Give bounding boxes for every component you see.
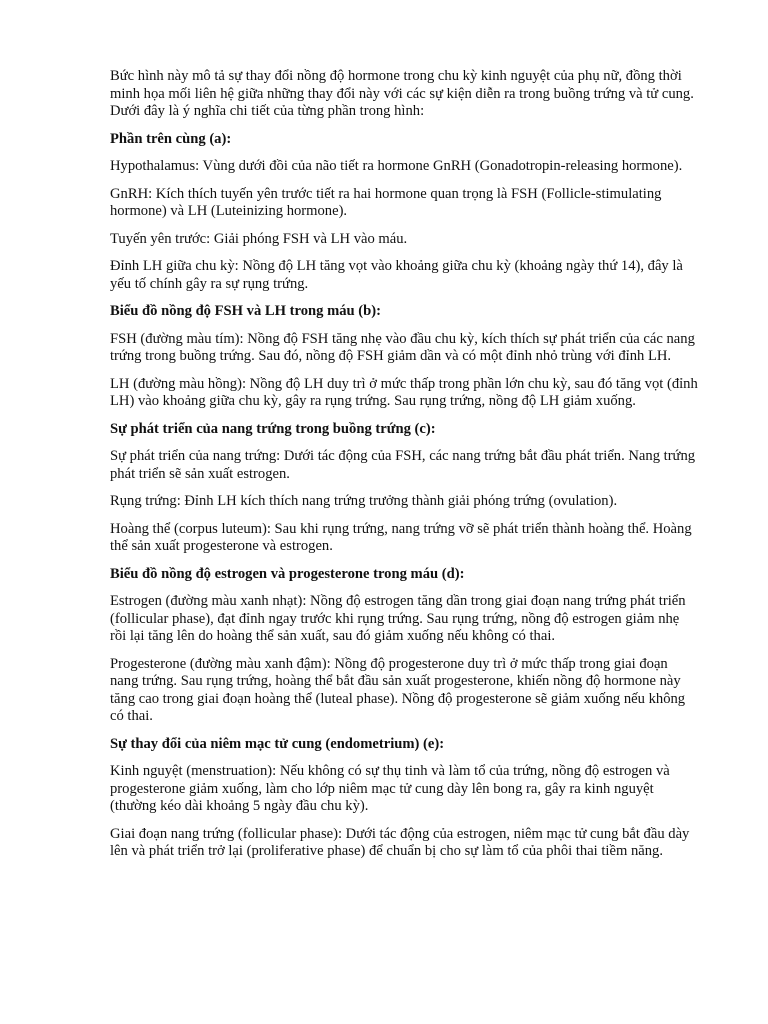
paragraph-corpus-luteum: Hoàng thể (corpus luteum): Sau khi rụng trứng, nang trứng vỡ sẽ phát triển thành hoàng thể. Hoàng thể sản xuất progesterone và estrogen. <box>110 520 692 554</box>
paragraph-follicle-development: Sự phát triển của nang trứng: Dưới tác động của FSH, các nang trứng bắt đầu phát triển. Nang trứng phát triển sẽ sản xuất estrogen. <box>110 448 696 482</box>
paragraph-anterior-pituitary: Tuyến yên trước: Giải phóng FSH và LH vào máu. <box>110 230 408 247</box>
document-page <box>110 68 698 871</box>
paragraph-ovulation: Rụng trứng: Đỉnh LH kích thích nang trứng trưởng thành giải phóng trứng (ovulation). <box>110 493 618 509</box>
section-heading-e: Sự thay đổi của niêm mạc tử cung (endometrium) (e): <box>110 735 445 752</box>
paragraph-lh-surge: Đỉnh LH giữa chu kỳ: Nồng độ LH tăng vọt vào khoảng giữa chu kỳ (khoảng ngày thứ 14), đây là yếu tố chính gây ra sự rụng trứng. <box>110 258 683 292</box>
paragraph-lh: LH (đường màu hồng): Nồng độ LH duy trì ở mức thấp trong phần lớn chu kỳ, sau đó tăng vọt (đỉnh LH) vào khoảng giữa chu kỳ, gây ra rụng trứng. Sau rụng trứng, nồng độ LH giảm xuống. <box>110 375 698 409</box>
paragraph-follicular-phase: Giai đoạn nang trứng (follicular phase): Dưới tác động của estrogen, niêm mạc tử cung bắt đầu dày lên và phát triển trở lại (proliferative phase) để chuẩn bị cho sự làm tổ của phôi thai tiềm năng. <box>110 825 690 859</box>
section-heading-d: Biểu đồ nồng độ estrogen và progesterone trong máu (d): <box>110 565 465 582</box>
paragraph-hypothalamus: Hypothalamus: Vùng dưới đồi của não tiết ra hormone GnRH (Gonadotropin-releasing hormone). <box>110 158 683 174</box>
paragraph-progesterone: Progesterone (đường màu xanh đậm): Nồng độ progesterone duy trì ở mức thấp trong giai đoạn nang trứng. Sau rụng trứng, hoàng thể bắt đầu sản xuất progesterone, khiến nồng độ hormone này tăng cao trong giai đoạn hoàng thể (luteal phase). Nồng độ progesterone sẽ giảm xuống nếu không có thai. <box>110 655 686 724</box>
section-heading-c: Sự phát triển của nang trứng trong buồng trứng (c): <box>110 420 436 437</box>
paragraph-estrogen: Estrogen (đường màu xanh nhạt): Nồng độ estrogen tăng dần trong giai đoạn nang trứng phát triển (follicular phase), đạt đỉnh ngay trước khi rụng trứng. Sau rụng trứng, nồng độ estrogen giảm nhẹ rồi lại tăng lên do hoàng thể sản xuất, sau đó giảm xuống nếu không có thai. <box>110 593 686 644</box>
paragraph-fsh: FSH (đường màu tím): Nồng độ FSH tăng nhẹ vào đầu chu kỳ, kích thích sự phát triển của các nang trứng trong buồng trứng. Sau đó, nồng độ FSH giảm dần và có một đỉnh nhỏ trùng với đỉnh LH. <box>110 330 695 364</box>
section-heading-a: Phần trên cùng (a): <box>110 130 232 147</box>
section-heading-b: Biểu đồ nồng độ FSH và LH trong máu (b): <box>110 303 381 319</box>
paragraph-menstruation: Kinh nguyệt (menstruation): Nếu không có sự thụ tinh và làm tổ của trứng, nồng độ estrogen và progesterone giảm xuống, làm cho lớp niêm mạc tử cung dày lên bong ra, gây ra kinh nguyệt (thường kéo dài khoảng 5 ngày đầu chu kỳ). <box>110 763 670 814</box>
intro-paragraph: Bức hình này mô tả sự thay đổi nồng độ hormone trong chu kỳ kinh nguyệt của phụ nữ, đồng thời minh họa mối liên hệ giữa những thay đổi này với các sự kiện diễn ra trong buồng trứng và tử cung. Dưới đây là ý nghĩa chi tiết của từng phần trong hình: <box>110 68 694 119</box>
paragraph-gnrh: GnRH: Kích thích tuyến yên trước tiết ra hai hormone quan trọng là FSH (Follicle-stimulating hormone) và LH (Luteinizing hormone). <box>110 185 662 219</box>
